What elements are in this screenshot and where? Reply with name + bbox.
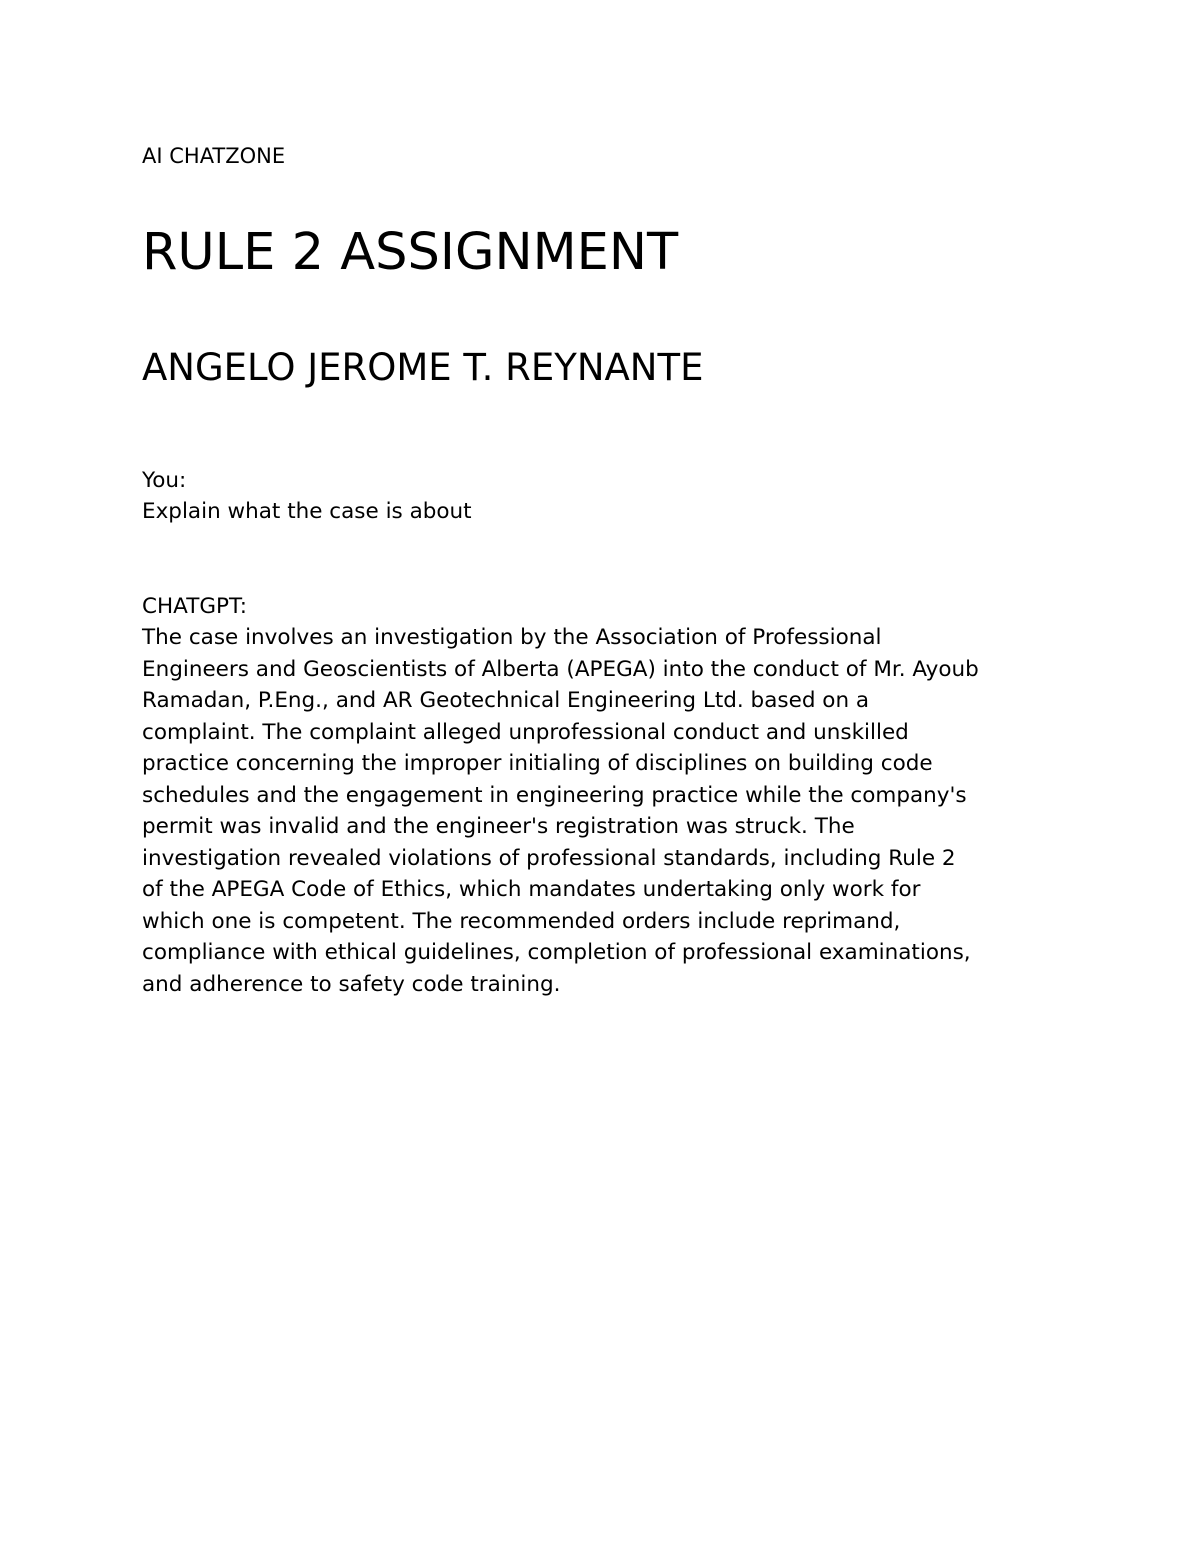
answer-line: schedules and the engagement in engineering practice while the company's	[142, 782, 967, 808]
answer-line: and adherence to safety code training.	[142, 971, 561, 997]
answer-line: The case involves an investigation by the Association of Professional	[142, 625, 882, 650]
answer-line: Engineers and Geoscientists of Alberta (APEGA) into the conduct of Mr. Ayoub	[142, 656, 979, 682]
document-title: RULE 2 ASSIGNMENT	[142, 223, 679, 282]
answer-line: practice concerning the improper initialing of disciplines on building code	[142, 751, 933, 776]
user-message: Explain what the case is about	[142, 499, 472, 524]
assistant-speaker-label: CHATGPT:	[142, 594, 247, 619]
author-name: ANGELO JEROME T. REYNANTE	[142, 346, 704, 389]
answer-line: of the APEGA Code of Ethics, which mandates undertaking only work for	[142, 877, 921, 902]
answer-line: complaint. The complaint alleged unprofessional conduct and unskilled	[142, 719, 909, 745]
assistant-answer	[142, 622, 1082, 1000]
answer-line: Ramadan, P.Eng., and AR Geotechnical Engineering Ltd. based on a	[142, 688, 870, 713]
header-label: AI CHATZONE	[142, 144, 286, 168]
answer-line: investigation revealed violations of professional standards, including Rule 2	[142, 845, 956, 871]
user-speaker-label: You:	[142, 468, 187, 493]
answer-line: compliance with ethical guidelines, completion of professional examinations,	[142, 940, 971, 965]
answer-line: which one is competent. The recommended orders include reprimand,	[142, 908, 901, 934]
answer-line: permit was invalid and the engineer's registration was struck. The	[142, 814, 855, 839]
